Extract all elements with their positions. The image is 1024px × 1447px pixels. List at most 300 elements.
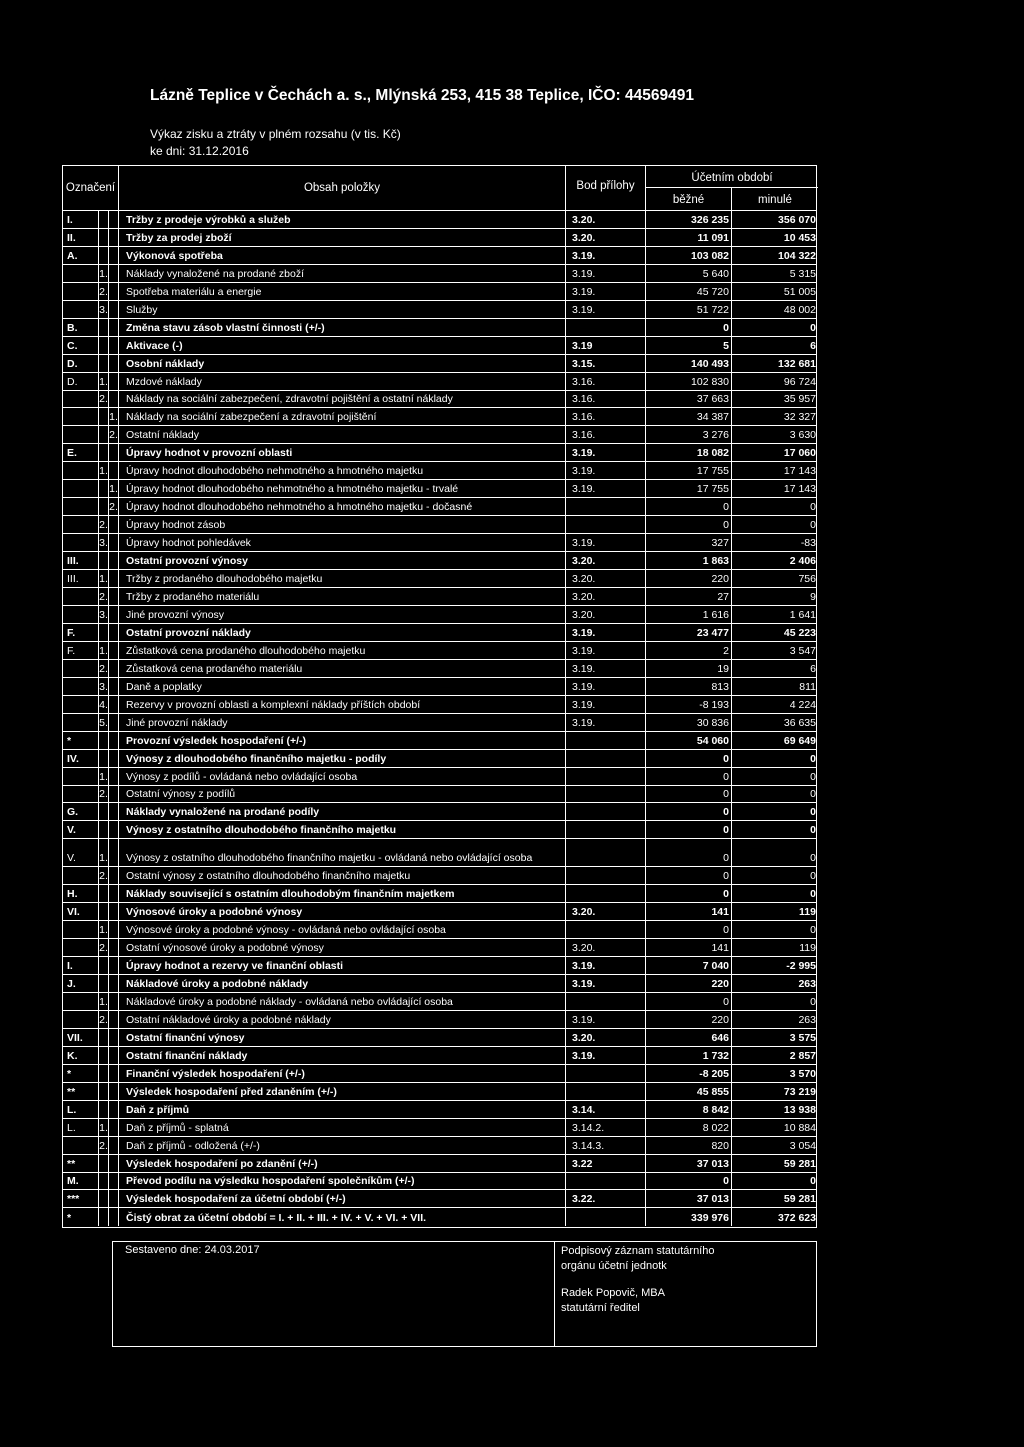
- row-minule: 17 143: [783, 465, 816, 478]
- row-obsah-cell: [119, 480, 566, 497]
- row-oznaceni-b: 1.: [99, 1121, 108, 1134]
- row-obsah: Výnosy z dlouhodobého finančního majetku - podíly: [126, 752, 387, 765]
- row-bod: 3.22.: [572, 1193, 596, 1206]
- row-oznaceni-a-cell: [63, 975, 99, 992]
- row-oznaceni-c-cell: [109, 786, 119, 803]
- row-minule-cell: [732, 1173, 818, 1190]
- row-minule-cell: [732, 408, 818, 425]
- row-minule: 59 281: [783, 1157, 816, 1170]
- row-minule-cell: [732, 229, 818, 246]
- row-bezne-cell: [646, 355, 732, 372]
- row-minule: 356 070: [778, 213, 816, 226]
- row-obsah-cell: [119, 408, 566, 425]
- row-obsah-cell: [119, 1155, 566, 1172]
- row-obsah: Výnosy z ostatního dlouhodobého finančního majetku - ovládaná nebo ovládající osoba: [126, 852, 533, 865]
- row-oznaceni-b-cell: [99, 1047, 109, 1064]
- row-oznaceni-c-cell: [109, 408, 119, 425]
- row-obsah-cell: [119, 696, 566, 713]
- table-row: [63, 903, 816, 921]
- header-minule: minulé: [758, 194, 792, 206]
- row-oznaceni-b-cell: [99, 975, 109, 992]
- row-bod: 3.19.: [572, 977, 596, 990]
- row-oznaceni-b-cell: [99, 1119, 109, 1136]
- row-oznaceni-b: 3.: [99, 608, 108, 621]
- row-oznaceni-c-cell: [109, 211, 119, 228]
- row-obsah: Zůstatková cena prodaného dlouhodobého majetku: [126, 644, 366, 657]
- row-oznaceni-b-cell: [99, 624, 109, 641]
- row-minule-cell: [732, 355, 818, 372]
- row-bezne: 45 855: [696, 1085, 729, 1098]
- row-obsah: Zůstatková cena prodaného materiálu: [126, 662, 303, 675]
- row-oznaceni-a: L.: [67, 1121, 76, 1134]
- table-row: [63, 1029, 816, 1047]
- row-obsah-cell: [119, 229, 566, 246]
- row-minule: 2 406: [789, 555, 816, 568]
- row-oznaceni-b-cell: [99, 516, 109, 533]
- row-bezne: 37 663: [696, 393, 729, 406]
- row-bezne: 102 830: [691, 375, 729, 388]
- row-bod: 3.19.: [572, 537, 596, 550]
- row-minule-cell: [732, 803, 818, 820]
- row-oznaceni-a: II.: [67, 231, 76, 244]
- row-oznaceni-b-cell: [99, 373, 109, 390]
- row-oznaceni-a-cell: [63, 462, 99, 479]
- row-oznaceni-a-cell: [63, 714, 99, 731]
- row-obsah: Čistý obrat za účetní období = I. + II. + III. + IV. + V. + VI. + VII.: [126, 1212, 427, 1225]
- row-oznaceni-b: 1.: [99, 770, 108, 783]
- row-bod: 3.19.: [572, 662, 596, 675]
- row-minule-cell: [732, 1101, 818, 1118]
- row-minule-cell: [732, 337, 818, 354]
- row-minule-cell: [732, 391, 818, 408]
- row-bezne: 5 640: [702, 267, 729, 280]
- row-oznaceni-c-cell: [109, 606, 119, 623]
- row-obsah-cell: [119, 283, 566, 300]
- row-oznaceni-a-cell: [63, 786, 99, 803]
- row-bezne: 0: [723, 788, 729, 801]
- row-bod-cell: [566, 821, 646, 838]
- row-bezne-cell: [646, 732, 732, 749]
- row-oznaceni-a: H.: [67, 888, 78, 901]
- row-minule-cell: [732, 903, 818, 920]
- row-obsah: Náklady na sociální zabezpečení a zdravotní pojištění: [126, 411, 377, 424]
- row-oznaceni-a-cell: [63, 606, 99, 623]
- row-minule: 0: [810, 501, 816, 514]
- row-bezne-cell: [646, 678, 732, 695]
- row-oznaceni-c-cell: [109, 993, 119, 1010]
- row-oznaceni-b-cell: [99, 732, 109, 749]
- row-oznaceni-a-cell: [63, 768, 99, 785]
- row-minule: 0: [810, 752, 816, 765]
- row-bezne: -8 193: [699, 698, 729, 711]
- row-oznaceni-a: IV.: [67, 752, 79, 765]
- row-bod-cell: [566, 768, 646, 785]
- row-oznaceni-b-cell: [99, 426, 109, 443]
- row-oznaceni-a-cell: [63, 498, 99, 515]
- footer-left: [113, 1242, 555, 1346]
- row-bod-cell: [566, 265, 646, 282]
- row-obsah: Náklady na sociální zabezpečení, zdravotní pojištění a ostatní náklady: [126, 393, 453, 406]
- row-minule-cell: [732, 1155, 818, 1172]
- row-obsah: Tržby z prodaného materiálu: [126, 590, 260, 603]
- row-obsah: Výnosové úroky a podobné výnosy - ovládaná nebo ovládající osoba: [126, 924, 446, 937]
- row-minule: 0: [810, 824, 816, 837]
- row-bezne-cell: [646, 714, 732, 731]
- row-minule: 0: [810, 852, 816, 865]
- row-obsah: Náklady vynaložené na prodané podíly: [126, 806, 320, 819]
- row-oznaceni-c-cell: [109, 1119, 119, 1136]
- row-obsah-cell: [119, 839, 566, 866]
- row-oznaceni-a-cell: [63, 283, 99, 300]
- row-bod-cell: [566, 1190, 646, 1207]
- row-bod-cell: [566, 444, 646, 461]
- row-obsah-cell: [119, 606, 566, 623]
- row-bezne: 5: [723, 339, 729, 352]
- row-minule-cell: [732, 939, 818, 956]
- row-obsah-cell: [119, 301, 566, 318]
- row-oznaceni-b: 2.: [99, 1013, 108, 1026]
- row-bezne: 0: [723, 924, 729, 937]
- row-obsah: Ostatní náklady: [126, 429, 199, 442]
- row-bod-cell: [566, 534, 646, 551]
- row-obsah: Ostatní provozní náklady: [126, 626, 251, 639]
- row-minule-cell: [732, 301, 818, 318]
- row-oznaceni-b-cell: [99, 660, 109, 677]
- row-bezne-cell: [646, 803, 732, 820]
- table-row: [63, 301, 816, 319]
- row-oznaceni-b: 5.: [99, 716, 108, 729]
- row-minule: 0: [810, 806, 816, 819]
- row-oznaceni-a-cell: [63, 301, 99, 318]
- row-bezne-cell: [646, 768, 732, 785]
- row-oznaceni-c-cell: [109, 821, 119, 838]
- row-minule: 17 060: [783, 447, 816, 460]
- row-obsah-cell: [119, 939, 566, 956]
- row-bod: 3.19: [572, 339, 593, 352]
- row-obsah-cell: [119, 373, 566, 390]
- row-oznaceni-b-cell: [99, 606, 109, 623]
- row-bod-cell: [566, 903, 646, 920]
- row-bod: 3.14.3.: [572, 1139, 605, 1152]
- row-oznaceni-c-cell: [109, 975, 119, 992]
- row-oznaceni-b-cell: [99, 786, 109, 803]
- table-row: [63, 867, 816, 885]
- table-row: [63, 229, 816, 247]
- row-obsah: Jiné provozní výnosy: [126, 608, 225, 621]
- row-bezne: 51 722: [696, 303, 729, 316]
- row-bod-cell: [566, 426, 646, 443]
- table-row: [63, 1083, 816, 1101]
- row-bezne: 646: [711, 1031, 729, 1044]
- row-oznaceni-c-cell: [109, 498, 119, 515]
- row-oznaceni-a-cell: [63, 337, 99, 354]
- row-minule-cell: [732, 957, 818, 974]
- row-oznaceni-b-cell: [99, 1065, 109, 1082]
- row-oznaceni-b-cell: [99, 229, 109, 246]
- signature-block: [561, 1244, 714, 1316]
- row-bod: 3.19.: [572, 644, 596, 657]
- row-obsah-cell: [119, 462, 566, 479]
- row-oznaceni-b: 4.: [99, 698, 108, 711]
- row-minule: 132 681: [778, 357, 816, 370]
- row-bod-cell: [566, 1137, 646, 1154]
- row-minule-cell: [732, 265, 818, 282]
- row-oznaceni-c-cell: [109, 265, 119, 282]
- row-obsah-cell: [119, 588, 566, 605]
- row-obsah-cell: [119, 1173, 566, 1190]
- table-row: [63, 993, 816, 1011]
- row-oznaceni-b-cell: [99, 939, 109, 956]
- table-row: [63, 498, 816, 516]
- table-row: [63, 283, 816, 301]
- row-bezne-cell: [646, 1119, 732, 1136]
- row-oznaceni-c-cell: [109, 1029, 119, 1046]
- row-obsah-cell: [119, 265, 566, 282]
- row-minule-cell: [732, 1065, 818, 1082]
- row-minule: 0: [810, 870, 816, 883]
- row-oznaceni-a: VI.: [67, 906, 80, 919]
- row-oznaceni-c-cell: [109, 355, 119, 372]
- row-minule: 13 938: [783, 1103, 816, 1116]
- table-row: [63, 975, 816, 993]
- row-oznaceni-b: 3.: [99, 680, 108, 693]
- table-row: [63, 839, 816, 867]
- signatory-name: Radek Popovič, MBA: [561, 1287, 665, 1299]
- row-oznaceni-b: 1.: [99, 644, 108, 657]
- row-bezne: 0: [723, 995, 729, 1008]
- row-oznaceni-a-cell: [63, 867, 99, 884]
- row-oznaceni-a: K.: [67, 1049, 78, 1062]
- table-row: [63, 444, 816, 462]
- row-oznaceni-c-cell: [109, 247, 119, 264]
- row-oznaceni-a-cell: [63, 373, 99, 390]
- row-bezne: 1 732: [702, 1049, 729, 1062]
- row-bezne: 327: [711, 537, 729, 550]
- table-row: [63, 660, 816, 678]
- header-obsah: Obsah položky: [119, 166, 566, 210]
- row-bod: 3.22: [572, 1157, 593, 1170]
- row-bezne: 0: [723, 806, 729, 819]
- row-bezne-cell: [646, 283, 732, 300]
- row-oznaceni-b-cell: [99, 247, 109, 264]
- row-obsah-cell: [119, 1119, 566, 1136]
- row-obsah: Úpravy hodnot v provozní oblasti: [126, 447, 293, 460]
- row-minule-cell: [732, 732, 818, 749]
- row-bezne-cell: [646, 247, 732, 264]
- row-bod-cell: [566, 229, 646, 246]
- row-bezne: 1 616: [702, 608, 729, 621]
- row-oznaceni-b: 2.: [99, 519, 108, 532]
- row-oznaceni-c-cell: [109, 885, 119, 902]
- row-oznaceni-c-cell: [109, 283, 119, 300]
- table-row: [63, 516, 816, 534]
- row-bod: 3.19.: [572, 960, 596, 973]
- row-bod-cell: [566, 480, 646, 497]
- row-oznaceni-b: 2.: [99, 393, 108, 406]
- table-row: [63, 211, 816, 229]
- row-bod-cell: [566, 803, 646, 820]
- row-minule: 0: [810, 788, 816, 801]
- row-bezne-cell: [646, 606, 732, 623]
- row-oznaceni-a-cell: [63, 1029, 99, 1046]
- row-bezne-cell: [646, 821, 732, 838]
- row-oznaceni-c-cell: [109, 903, 119, 920]
- row-minule-cell: [732, 444, 818, 461]
- row-oznaceni-b: 1.: [99, 267, 108, 280]
- row-bezne-cell: [646, 480, 732, 497]
- row-oznaceni-c-cell: [109, 1190, 119, 1207]
- row-bezne-cell: [646, 1047, 732, 1064]
- row-oznaceni-a: *: [67, 1212, 72, 1225]
- row-minule-cell: [732, 1208, 818, 1226]
- row-minule-cell: [732, 975, 818, 992]
- row-oznaceni-c-cell: [109, 768, 119, 785]
- row-bod-cell: [566, 588, 646, 605]
- row-bod: 3.19.: [572, 483, 596, 496]
- row-minule-cell: [732, 821, 818, 838]
- row-bod: 3.16.: [572, 429, 596, 442]
- row-bezne-cell: [646, 867, 732, 884]
- table-row: [63, 1065, 816, 1083]
- row-minule: -83: [800, 537, 816, 550]
- row-bod: 3.16.: [572, 411, 596, 424]
- row-obsah: Výsledek hospodaření po zdanění (+/-): [126, 1157, 318, 1170]
- row-minule-cell: [732, 921, 818, 938]
- row-oznaceni-a-cell: [63, 1083, 99, 1100]
- row-minule: 119: [799, 942, 816, 955]
- row-oznaceni-b-cell: [99, 462, 109, 479]
- row-oznaceni-a-cell: [63, 957, 99, 974]
- row-minule-cell: [732, 606, 818, 623]
- row-bod-cell: [566, 373, 646, 390]
- row-minule: 1 641: [789, 608, 816, 621]
- row-oznaceni-a: I.: [67, 960, 73, 973]
- table-row: [63, 391, 816, 409]
- row-oznaceni-b-cell: [99, 1190, 109, 1207]
- row-bezne: 30 836: [696, 716, 729, 729]
- company-header: Lázně Teplice v Čechách a. s., Mlýnská 253, 415 38 Teplice, IČO: 44569491: [150, 87, 694, 104]
- row-obsah-cell: [119, 624, 566, 641]
- row-bod: 3.19.: [572, 680, 596, 693]
- row-oznaceni-b-cell: [99, 498, 109, 515]
- row-bezne: 2: [723, 644, 729, 657]
- row-oznaceni-c-cell: [109, 660, 119, 677]
- row-obsah: Mzdové náklady: [126, 375, 202, 388]
- row-bod: 3.20.: [572, 213, 596, 226]
- row-obsah-cell: [119, 1208, 566, 1226]
- row-oznaceni-a: I.: [67, 213, 73, 226]
- row-oznaceni-a-cell: [63, 534, 99, 551]
- row-bod-cell: [566, 839, 646, 866]
- row-obsah: Úpravy hodnot pohledávek: [126, 537, 251, 550]
- row-bod-cell: [566, 678, 646, 695]
- row-oznaceni-b: 3.: [99, 303, 108, 316]
- row-minule: 6: [810, 662, 816, 675]
- row-minule-cell: [732, 1083, 818, 1100]
- row-oznaceni-a: III.: [67, 573, 79, 586]
- row-bezne: 140 493: [691, 357, 729, 370]
- row-bezne-cell: [646, 1065, 732, 1082]
- row-bod: 3.19.: [572, 698, 596, 711]
- row-minule: 811: [799, 680, 816, 693]
- row-bezne-cell: [646, 975, 732, 992]
- table-row: [63, 821, 816, 839]
- row-oznaceni-a-cell: [63, 570, 99, 587]
- row-bezne: 326 235: [691, 213, 729, 226]
- row-bod-cell: [566, 1065, 646, 1082]
- row-bezne: 8 842: [702, 1103, 729, 1116]
- row-bod: 3.19.: [572, 267, 596, 280]
- row-oznaceni-a: III.: [67, 555, 79, 568]
- row-obsah-cell: [119, 1065, 566, 1082]
- row-minule: 4 224: [789, 698, 816, 711]
- row-minule: 3 547: [789, 644, 816, 657]
- row-minule-cell: [732, 247, 818, 264]
- row-oznaceni-b-cell: [99, 480, 109, 497]
- row-obsah-cell: [119, 319, 566, 336]
- row-bod-cell: [566, 1119, 646, 1136]
- row-oznaceni-c: 2.: [109, 429, 118, 442]
- row-oznaceni-c-cell: [109, 642, 119, 659]
- row-bod: 3.19.: [572, 285, 596, 298]
- row-oznaceni-c-cell: [109, 319, 119, 336]
- table-row: [63, 803, 816, 821]
- income-statement-table: [62, 165, 817, 1228]
- row-obsah-cell: [119, 732, 566, 749]
- table-row: [63, 696, 816, 714]
- row-minule-cell: [732, 211, 818, 228]
- row-bezne: 0: [723, 501, 729, 514]
- row-bezne: 339 976: [691, 1212, 729, 1225]
- row-oznaceni-a-cell: [63, 355, 99, 372]
- row-obsah: Úpravy hodnot zásob: [126, 519, 226, 532]
- row-bezne: 54 060: [696, 734, 729, 747]
- row-bezne: 0: [723, 752, 729, 765]
- row-obsah: Daně a poplatky: [126, 680, 202, 693]
- row-bod-cell: [566, 1101, 646, 1118]
- row-oznaceni-c-cell: [109, 373, 119, 390]
- row-minule-cell: [732, 1137, 818, 1154]
- row-bezne-cell: [646, 1137, 732, 1154]
- report-title: Výkaz zisku a ztráty v plném rozsahu (v tis. Kč): [150, 127, 401, 141]
- row-bezne: 37 013: [696, 1193, 729, 1206]
- row-oznaceni-c-cell: [109, 732, 119, 749]
- row-oznaceni-c-cell: [109, 939, 119, 956]
- row-oznaceni-b-cell: [99, 355, 109, 372]
- row-oznaceni-a-cell: [63, 1047, 99, 1064]
- row-oznaceni-a-cell: [63, 444, 99, 461]
- row-oznaceni-a-cell: [63, 1065, 99, 1082]
- row-oznaceni-b-cell: [99, 768, 109, 785]
- table-row: [63, 247, 816, 265]
- row-oznaceni-a-cell: [63, 229, 99, 246]
- row-minule-cell: [732, 660, 818, 677]
- row-oznaceni-a: C.: [67, 339, 78, 352]
- row-bezne-cell: [646, 750, 732, 767]
- row-obsah: Náklady vynaložené na prodané zboží: [126, 267, 305, 280]
- table-row: [63, 624, 816, 642]
- row-oznaceni-c-cell: [109, 1155, 119, 1172]
- header-ucetni-obdobi: Účetním období: [646, 166, 818, 188]
- table-row: [63, 1047, 816, 1065]
- row-bezne: 141: [711, 906, 729, 919]
- row-minule: 3 630: [789, 429, 816, 442]
- row-oznaceni-a-cell: [63, 426, 99, 443]
- row-oznaceni-c-cell: [109, 337, 119, 354]
- row-oznaceni-b-cell: [99, 408, 109, 425]
- row-oznaceni-b: 2.: [99, 942, 108, 955]
- row-oznaceni-b-cell: [99, 534, 109, 551]
